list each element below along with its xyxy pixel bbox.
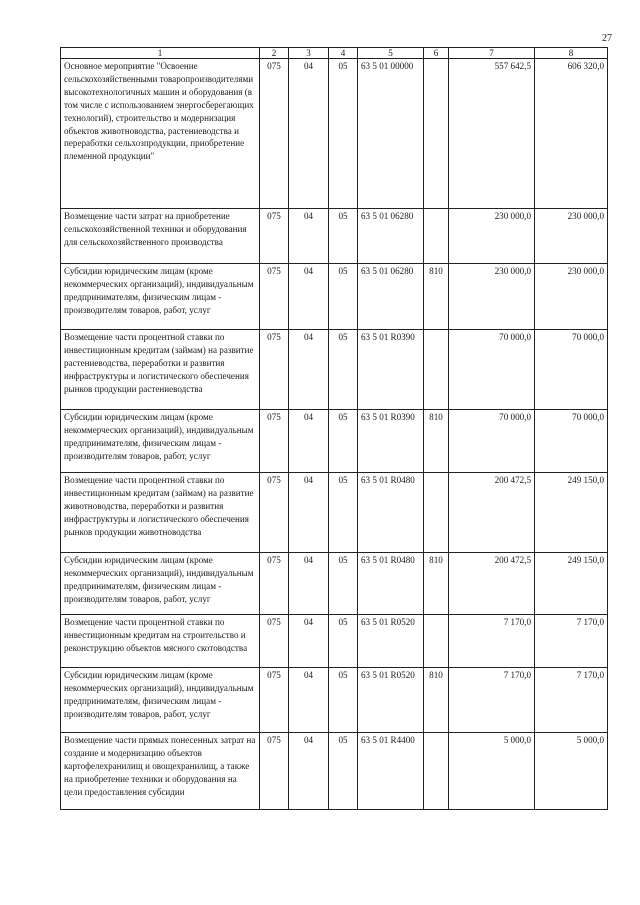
row-grbs-code: 075 [260, 59, 289, 209]
row-description: Возмещение части процентной ставки по инвестиционным кредитам (займам) на развитие животноводства, переработки и развития инфраструктуры и логистического обеспечения рынков продукции животноводства [61, 473, 260, 553]
row-description: Основное мероприятие "Освоение сельскохозяйственными товаропроизводителями высокотехнологичных машин и оборудования (в том числе с использованием энергосберегающих технологий), строительство и модернизация объектов животноводства, растениеводства и переработки сельхозпродукции, приобретение племенной продукции" [61, 59, 260, 209]
row-amount-year2: 70 000,0 [535, 330, 608, 410]
table-row [61, 733, 608, 810]
row-grbs-code: 075 [260, 209, 289, 264]
header-cell-col8: 8 [535, 48, 608, 59]
row-amount-year2: 230 000,0 [535, 209, 608, 264]
row-target-article: 63 5 01 R0520 [358, 668, 424, 733]
row-grbs-code: 075 [260, 733, 289, 810]
row-expense-type [424, 473, 449, 553]
row-target-article: 63 5 01 00000 [358, 59, 424, 209]
row-description: Субсидии юридическим лицам (кроме некоммерческих организаций), индивидуальным предпринимателям, физическим лицам - производителям товаров, работ, услуг [61, 553, 260, 615]
row-expense-type [424, 330, 449, 410]
header-cell-col7: 7 [449, 48, 535, 59]
row-target-article: 63 5 01 06280 [358, 264, 424, 330]
row-section-code: 04 [289, 264, 329, 330]
row-section-code: 04 [289, 668, 329, 733]
budget-table [60, 47, 608, 810]
table-row [61, 553, 608, 615]
row-target-article: 63 5 01 R4400 [358, 733, 424, 810]
row-subsection-code: 05 [329, 209, 358, 264]
page-number: 27 [602, 33, 612, 44]
row-amount-year2: 70 000,0 [535, 410, 608, 473]
row-expense-type: 810 [424, 264, 449, 330]
row-section-code: 04 [289, 410, 329, 473]
row-grbs-code: 075 [260, 264, 289, 330]
row-target-article: 63 5 01 R0480 [358, 553, 424, 615]
row-subsection-code: 05 [329, 473, 358, 553]
table-row [61, 668, 608, 733]
row-subsection-code: 05 [329, 330, 358, 410]
row-subsection-code: 05 [329, 733, 358, 810]
row-target-article: 63 5 01 R0390 [358, 410, 424, 473]
row-expense-type: 810 [424, 553, 449, 615]
row-section-code: 04 [289, 553, 329, 615]
table-row [61, 209, 608, 264]
row-amount-year1: 70 000,0 [449, 410, 535, 473]
row-target-article: 63 5 01 R0480 [358, 473, 424, 553]
row-subsection-code: 05 [329, 668, 358, 733]
row-grbs-code: 075 [260, 553, 289, 615]
row-grbs-code: 075 [260, 330, 289, 410]
row-subsection-code: 05 [329, 615, 358, 668]
row-expense-type [424, 615, 449, 668]
row-amount-year2: 249 150,0 [535, 553, 608, 615]
row-amount-year1: 70 000,0 [449, 330, 535, 410]
row-section-code: 04 [289, 59, 329, 209]
row-amount-year1: 230 000,0 [449, 264, 535, 330]
row-grbs-code: 075 [260, 615, 289, 668]
row-expense-type [424, 59, 449, 209]
row-amount-year1: 557 642,5 [449, 59, 535, 209]
row-target-article: 63 5 01 R0520 [358, 615, 424, 668]
header-cell-col4: 4 [329, 48, 358, 59]
row-description: Субсидии юридическим лицам (кроме некоммерческих организаций), индивидуальным предпринимателям, физическим лицам - производителям товаров, работ, услуг [61, 264, 260, 330]
header-cell-col3: 3 [289, 48, 329, 59]
row-amount-year1: 230 000,0 [449, 209, 535, 264]
row-section-code: 04 [289, 733, 329, 810]
row-grbs-code: 075 [260, 410, 289, 473]
table-row [61, 615, 608, 668]
row-amount-year2: 5 000,0 [535, 733, 608, 810]
row-amount-year1: 200 472,5 [449, 473, 535, 553]
table-header-row [61, 48, 608, 59]
row-subsection-code: 05 [329, 264, 358, 330]
row-description: Возмещение части прямых понесенных затрат на создание и модернизацию объектов картофелехранилищ и овощехранилищ, а также на приобретение техники и оборудования на цели предоставления субсидии [61, 733, 260, 810]
row-amount-year1: 200 472,5 [449, 553, 535, 615]
row-grbs-code: 075 [260, 668, 289, 733]
table-row [61, 330, 608, 410]
row-section-code: 04 [289, 473, 329, 553]
row-expense-type: 810 [424, 668, 449, 733]
row-description: Субсидии юридическим лицам (кроме некоммерческих организаций), индивидуальным предпринимателям, физическим лицам - производителям товаров, работ, услуг [61, 668, 260, 733]
row-target-article: 63 5 01 06280 [358, 209, 424, 264]
row-amount-year1: 5 000,0 [449, 733, 535, 810]
row-subsection-code: 05 [329, 410, 358, 473]
row-section-code: 04 [289, 209, 329, 264]
row-amount-year2: 7 170,0 [535, 615, 608, 668]
row-subsection-code: 05 [329, 553, 358, 615]
row-section-code: 04 [289, 330, 329, 410]
table-row [61, 410, 608, 473]
header-cell-col2: 2 [260, 48, 289, 59]
row-amount-year2: 7 170,0 [535, 668, 608, 733]
row-amount-year2: 249 150,0 [535, 473, 608, 553]
row-description: Возмещение части затрат на приобретение сельскохозяйственной техники и оборудования для сельскохозяйственного производства [61, 209, 260, 264]
row-expense-type: 810 [424, 410, 449, 473]
row-amount-year2: 230 000,0 [535, 264, 608, 330]
row-grbs-code: 075 [260, 473, 289, 553]
row-description: Возмещение части процентной ставки по инвестиционным кредитам (займам) на развитие растениеводства, переработки и развития инфраструктуры и логистического обеспечения рынков продукции растениеводства [61, 330, 260, 410]
row-section-code: 04 [289, 615, 329, 668]
row-description: Возмещение части процентной ставки по инвестиционным кредитам на строительство и реконструкцию объектов мясного скотоводства [61, 615, 260, 668]
row-amount-year1: 7 170,0 [449, 668, 535, 733]
row-subsection-code: 05 [329, 59, 358, 209]
row-amount-year2: 606 320,0 [535, 59, 608, 209]
table-row [61, 59, 608, 209]
header-cell-col6: 6 [424, 48, 449, 59]
table-row [61, 473, 608, 553]
header-cell-col5: 5 [358, 48, 424, 59]
row-target-article: 63 5 01 R0390 [358, 330, 424, 410]
table-row [61, 264, 608, 330]
header-cell-col1: 1 [61, 48, 260, 59]
row-description: Субсидии юридическим лицам (кроме некоммерческих организаций), индивидуальным предпринимателям, физическим лицам - производителям товаров, работ, услуг [61, 410, 260, 473]
row-expense-type [424, 733, 449, 810]
row-amount-year1: 7 170,0 [449, 615, 535, 668]
row-expense-type [424, 209, 449, 264]
